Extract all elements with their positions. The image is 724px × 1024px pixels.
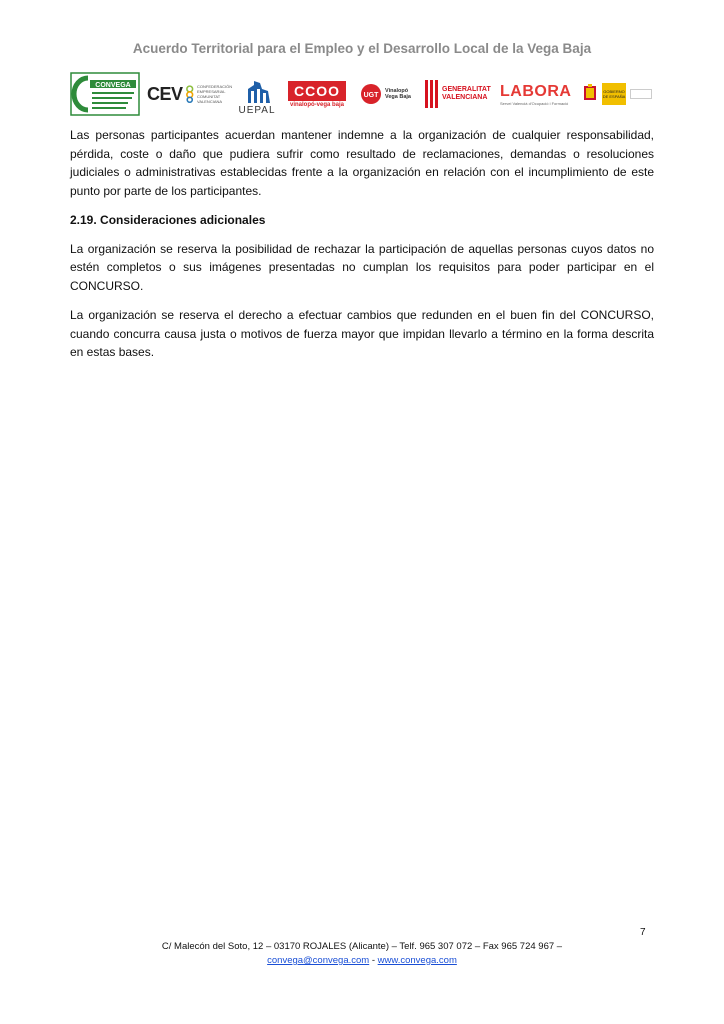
ccoo-logo xyxy=(282,72,352,116)
document-body xyxy=(70,126,654,373)
labora-logo-text: LABORA xyxy=(500,82,572,100)
labora-logo-subtitle: Servei Valencià d'Ocupació i Formació xyxy=(500,100,569,106)
section-heading: 2.19. Consideraciones adicionales xyxy=(70,213,266,227)
paragraph-changes: La organización se reserva el derecho a efectuar cambios que redunden en el buen fin del CONCURSO, cuando concurra causa justa o motivos de fuerza mayor que impidan llevarlo a término en la forma descrita en estas bases. xyxy=(70,308,654,359)
page-header-title: Acuerdo Territorial para el Empleo y el Desarrollo Local de la Vega Baja xyxy=(132,41,592,56)
gobierno-label-box xyxy=(602,83,626,105)
paragraph-indemnity: Las personas participantes acuerdan mantener indemne a la organización de cualquier responsabilidad, pérdida, coste o daño que pudiera sufrir como resultado de reclamaciones, demandas o resoluciones judiciales o administrativas establecidas frente a la organización en relación con el incumplimiento de este punto por parte de los participantes. xyxy=(70,128,654,198)
uepal-logo-text: UEPAL xyxy=(238,105,276,116)
cev-chain-icon xyxy=(184,81,195,107)
footer-separator: - xyxy=(369,955,378,966)
ugt-logo-subtitle: Vinalopó Vega Baja xyxy=(385,88,411,100)
ugt-logo xyxy=(360,72,420,116)
generalitat-line1: GENERALITAT xyxy=(442,86,491,93)
paragraph-rejection: La organización se reserva la posibilidad de rechazar la participación de aquellas personas cuyos datos no estén completos o sus imágenes presentadas no cumplan los requisitos para poder participar en el CONCURSO. xyxy=(70,241,654,293)
logo-row xyxy=(70,72,654,116)
gobierno-logo xyxy=(582,72,654,116)
footer-website-link[interactable]: www.convega.com xyxy=(377,955,457,966)
footer-links xyxy=(0,954,724,968)
generalitat-logo-text xyxy=(442,86,491,102)
footer-email-link[interactable]: convega@convega.com xyxy=(267,955,370,966)
uepal-logo xyxy=(232,72,282,116)
uepal-map-icon xyxy=(240,79,274,105)
convega-logo xyxy=(70,72,140,116)
ugt-logo-text: UGT xyxy=(363,92,379,99)
convega-logo-text: CONVEGA xyxy=(95,82,131,89)
ccoo-logo-subtitle: vinalopó-vega baja xyxy=(289,101,344,108)
cev-logo-subtitle: CONFEDERACIÓN EMPRESARIAL COMUNITAT VALENCIANA xyxy=(197,84,233,104)
generalitat-line2: VALENCIANA xyxy=(442,94,488,101)
cev-logo-text: CEV xyxy=(147,83,183,104)
ugt-emblem-icon xyxy=(360,83,382,105)
gobierno-logo-text: GOBIERNO DE ESPAÑA xyxy=(602,89,626,99)
generalitat-emblem-icon xyxy=(425,80,439,108)
page-number: 7 xyxy=(640,927,646,938)
spain-coat-of-arms-icon xyxy=(582,84,598,104)
cev-logo xyxy=(147,72,233,116)
generalitat-logo xyxy=(425,72,495,116)
gobierno-secondary-box xyxy=(630,89,652,99)
footer-address: C/ Malecón del Soto, 12 – 03170 ROJALES (Alicante) – Telf. 965 307 072 – Fax 965 724 967 – xyxy=(161,941,563,952)
ccoo-logo-text: CCOO xyxy=(288,81,346,101)
page-footer xyxy=(0,940,724,968)
labora-logo xyxy=(500,72,576,116)
convega-emblem-icon xyxy=(70,72,140,116)
